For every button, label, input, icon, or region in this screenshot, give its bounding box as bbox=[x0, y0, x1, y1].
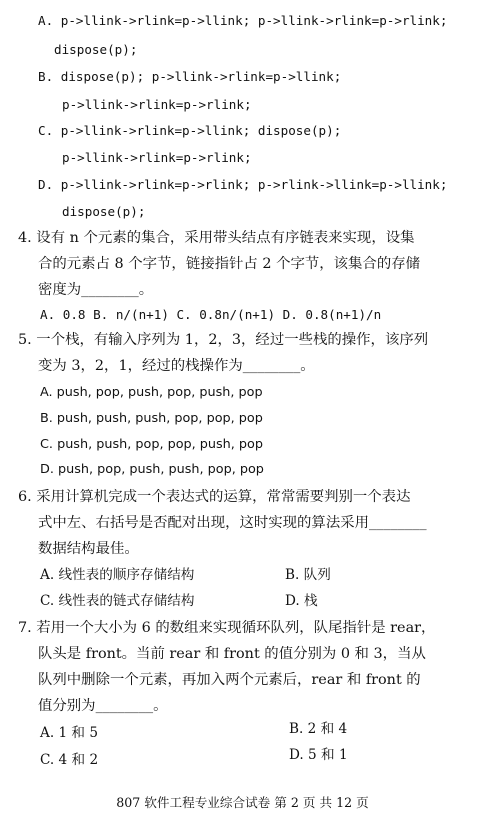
option-c-line1: C. p->llink->rlink=p->llink; dispose(p); bbox=[38, 123, 342, 138]
page-footer: 807 软件工程专业综合试卷 第 2 页 共 12 页 bbox=[116, 795, 369, 810]
q6-text-line3: 数据结构最佳。 bbox=[38, 541, 139, 557]
q7-text-line4: 值分别为________。 bbox=[38, 698, 168, 714]
option-a-line1: A. p->llink->rlink=p->llink; p->llink->rlink=p->rlink; bbox=[38, 13, 448, 28]
q6-option-c: C. 线性表的链式存储结构 bbox=[40, 593, 195, 609]
option-d-line1: D. p->llink->rlink=p->rlink; p->rlink->llink=p->llink; bbox=[38, 177, 448, 192]
q4-text-line2: 合的元素占 8 个字节，链接指针占 2 个字节，该集合的存储 bbox=[38, 256, 420, 272]
q5-option-d: D. push, pop, push, push, pop, pop bbox=[40, 462, 264, 477]
q5-option-c: C. push, push, pop, pop, push, pop bbox=[40, 437, 264, 452]
q4-options: A. 0.8 B. n/(n+1) C. 0.8n/(n+1) D. 0.8(n+1)/n bbox=[40, 307, 382, 322]
q7-option-a: A. 1 和 5 bbox=[40, 725, 98, 741]
option-b-line2: p->llink->rlink=p->rlink; bbox=[62, 97, 252, 112]
q7-text-line2: 队头是 front。当前 rear 和 front 的值分别为 0 和 3，当从 bbox=[38, 646, 426, 662]
q7-option-c: C. 4 和 2 bbox=[40, 752, 99, 768]
q7-text-line1: 7. 若用一个大小为 6 的数组来实现循环队列，队尾指针是 rear， bbox=[18, 620, 436, 636]
q6-option-b: B. 队列 bbox=[285, 567, 331, 583]
q5-text-line2: 变为 3，2，1，经过的栈操作为________。 bbox=[38, 358, 315, 374]
q7-text-line3: 队列中删除一个元素，再加入两个元素后，rear 和 front 的 bbox=[38, 672, 421, 688]
option-b-line1: B. dispose(p); p->llink->rlink=p->llink; bbox=[38, 69, 342, 84]
option-c-line2: p->llink->rlink=p->rlink; bbox=[62, 150, 252, 165]
q5-text-line1: 5. 一个栈，有输入序列为 1，2，3，经过一些栈的操作，该序列 bbox=[18, 332, 429, 348]
q6-text-line1: 6. 采用计算机完成一个表达式的运算，常常需要判别一个表达 bbox=[18, 489, 411, 505]
q5-option-b: B. push, push, push, pop, pop, pop bbox=[40, 411, 263, 426]
q6-option-d: D. 栈 bbox=[285, 593, 318, 609]
q5-option-a: A. push, pop, push, pop, push, pop bbox=[40, 385, 263, 400]
q4-text-line3: 密度为________。 bbox=[38, 282, 154, 298]
q6-option-a: A. 线性表的顺序存储结构 bbox=[40, 567, 195, 583]
option-a-line2: dispose(p); bbox=[54, 42, 138, 57]
q6-text-line2: 式中左、右括号是否配对出现，这时实现的算法采用________ bbox=[38, 515, 427, 531]
q7-option-b: B. 2 和 4 bbox=[289, 721, 348, 737]
option-d-line2: dispose(p); bbox=[62, 204, 146, 219]
q7-option-d: D. 5 和 1 bbox=[289, 747, 348, 763]
q4-text-line1: 4. 设有 n 个元素的集合，采用带头结点有序链表来实现，设集 bbox=[18, 230, 415, 246]
